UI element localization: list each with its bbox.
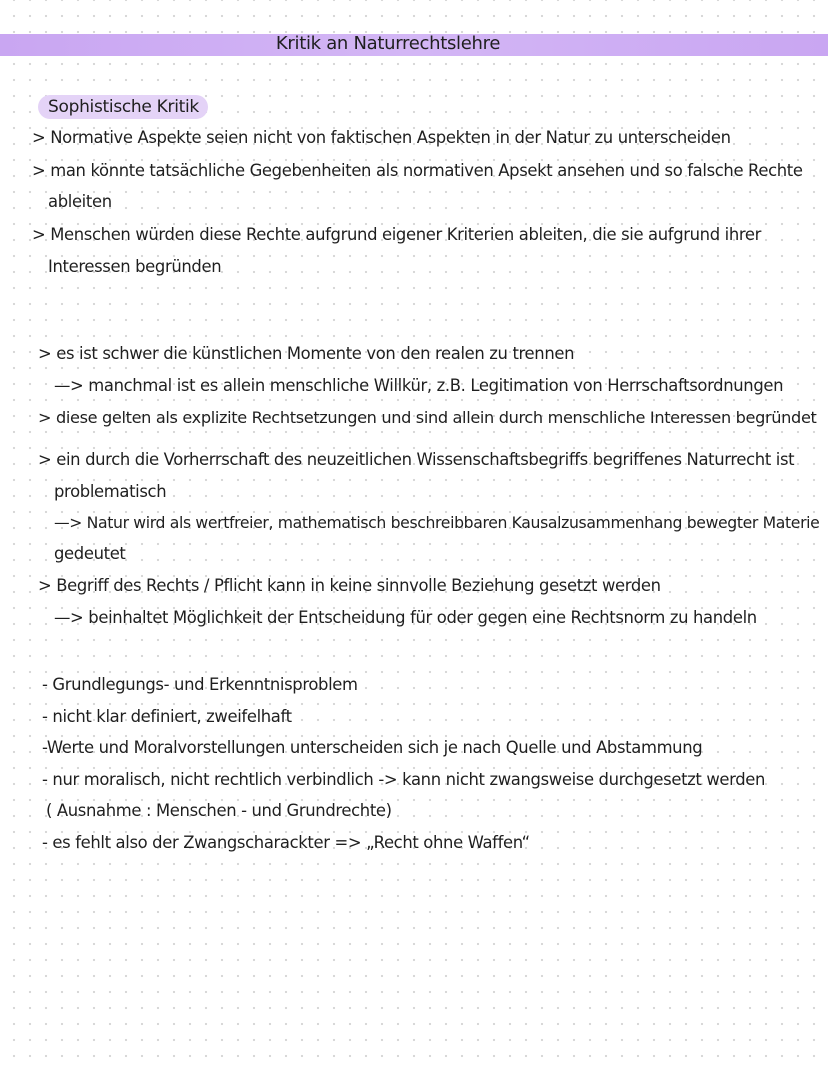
note-line: > Begriff des Rechts / Pflicht kann in keine sinnvolle Beziehung gesetzt werden [38, 576, 661, 595]
note-line: -Werte und Moralvorstellungen unterscheiden sich je nach Quelle und Abstammung [42, 738, 703, 757]
note-line: > man könnte tatsächliche Gegebenheiten als normativen Apsekt ansehen und so falsche Rechte [32, 161, 803, 180]
note-line: > es ist schwer die künstlichen Momente von den realen zu trennen [38, 344, 575, 363]
note-line: - nur moralisch, nicht rechtlich verbindlich -> kann nicht zwangsweise durchgesetzt werden [42, 770, 766, 789]
note-line: - Grundlegungs- und Erkenntnisproblem [42, 675, 358, 694]
note-line: ableiten [48, 192, 112, 211]
note-line: —> beinhaltet Möglichkeit der Entscheidung für oder gegen eine Rechtsnorm zu handeln [54, 608, 757, 627]
note-line: —> Natur wird als wertfreier, mathematisch beschreibbaren Kausalzusammenhang bewegter Materie [54, 513, 820, 532]
note-line: ( Ausnahme : Menschen - und Grundrechte) [46, 801, 392, 820]
note-line: > Menschen würden diese Rechte aufgrund eigener Kriterien ableiten, die sie aufgrund ihrer [32, 225, 762, 244]
page-title: Kritik an Naturrechtslehre [275, 33, 501, 54]
note-line: gedeutet [54, 544, 126, 563]
note-line: —> manchmal ist es allein menschliche Willkür, z.B. Legitimation von Herrschaftsordnungen [54, 376, 784, 395]
note-line: > ein durch die Vorherrschaft des neuzeitlichen Wissenschaftsbegriffs begriffenes Naturrecht ist [38, 450, 795, 469]
note-line: Interessen begründen [48, 257, 222, 276]
note-line: problematisch [54, 482, 167, 501]
note-line: - nicht klar definiert, zweifelhaft [42, 707, 292, 726]
note-line: > Normative Aspekte seien nicht von faktischen Aspekten in der Natur zu unterscheiden [32, 128, 731, 147]
note-line: > diese gelten als explizite Rechtsetzungen und sind allein durch menschliche Interessen begründet [38, 408, 817, 427]
section-heading: Sophistische Kritik [48, 97, 199, 117]
note-line: - es fehlt also der Zwangscharackter => „Recht ohne Waffen“ [42, 833, 530, 852]
